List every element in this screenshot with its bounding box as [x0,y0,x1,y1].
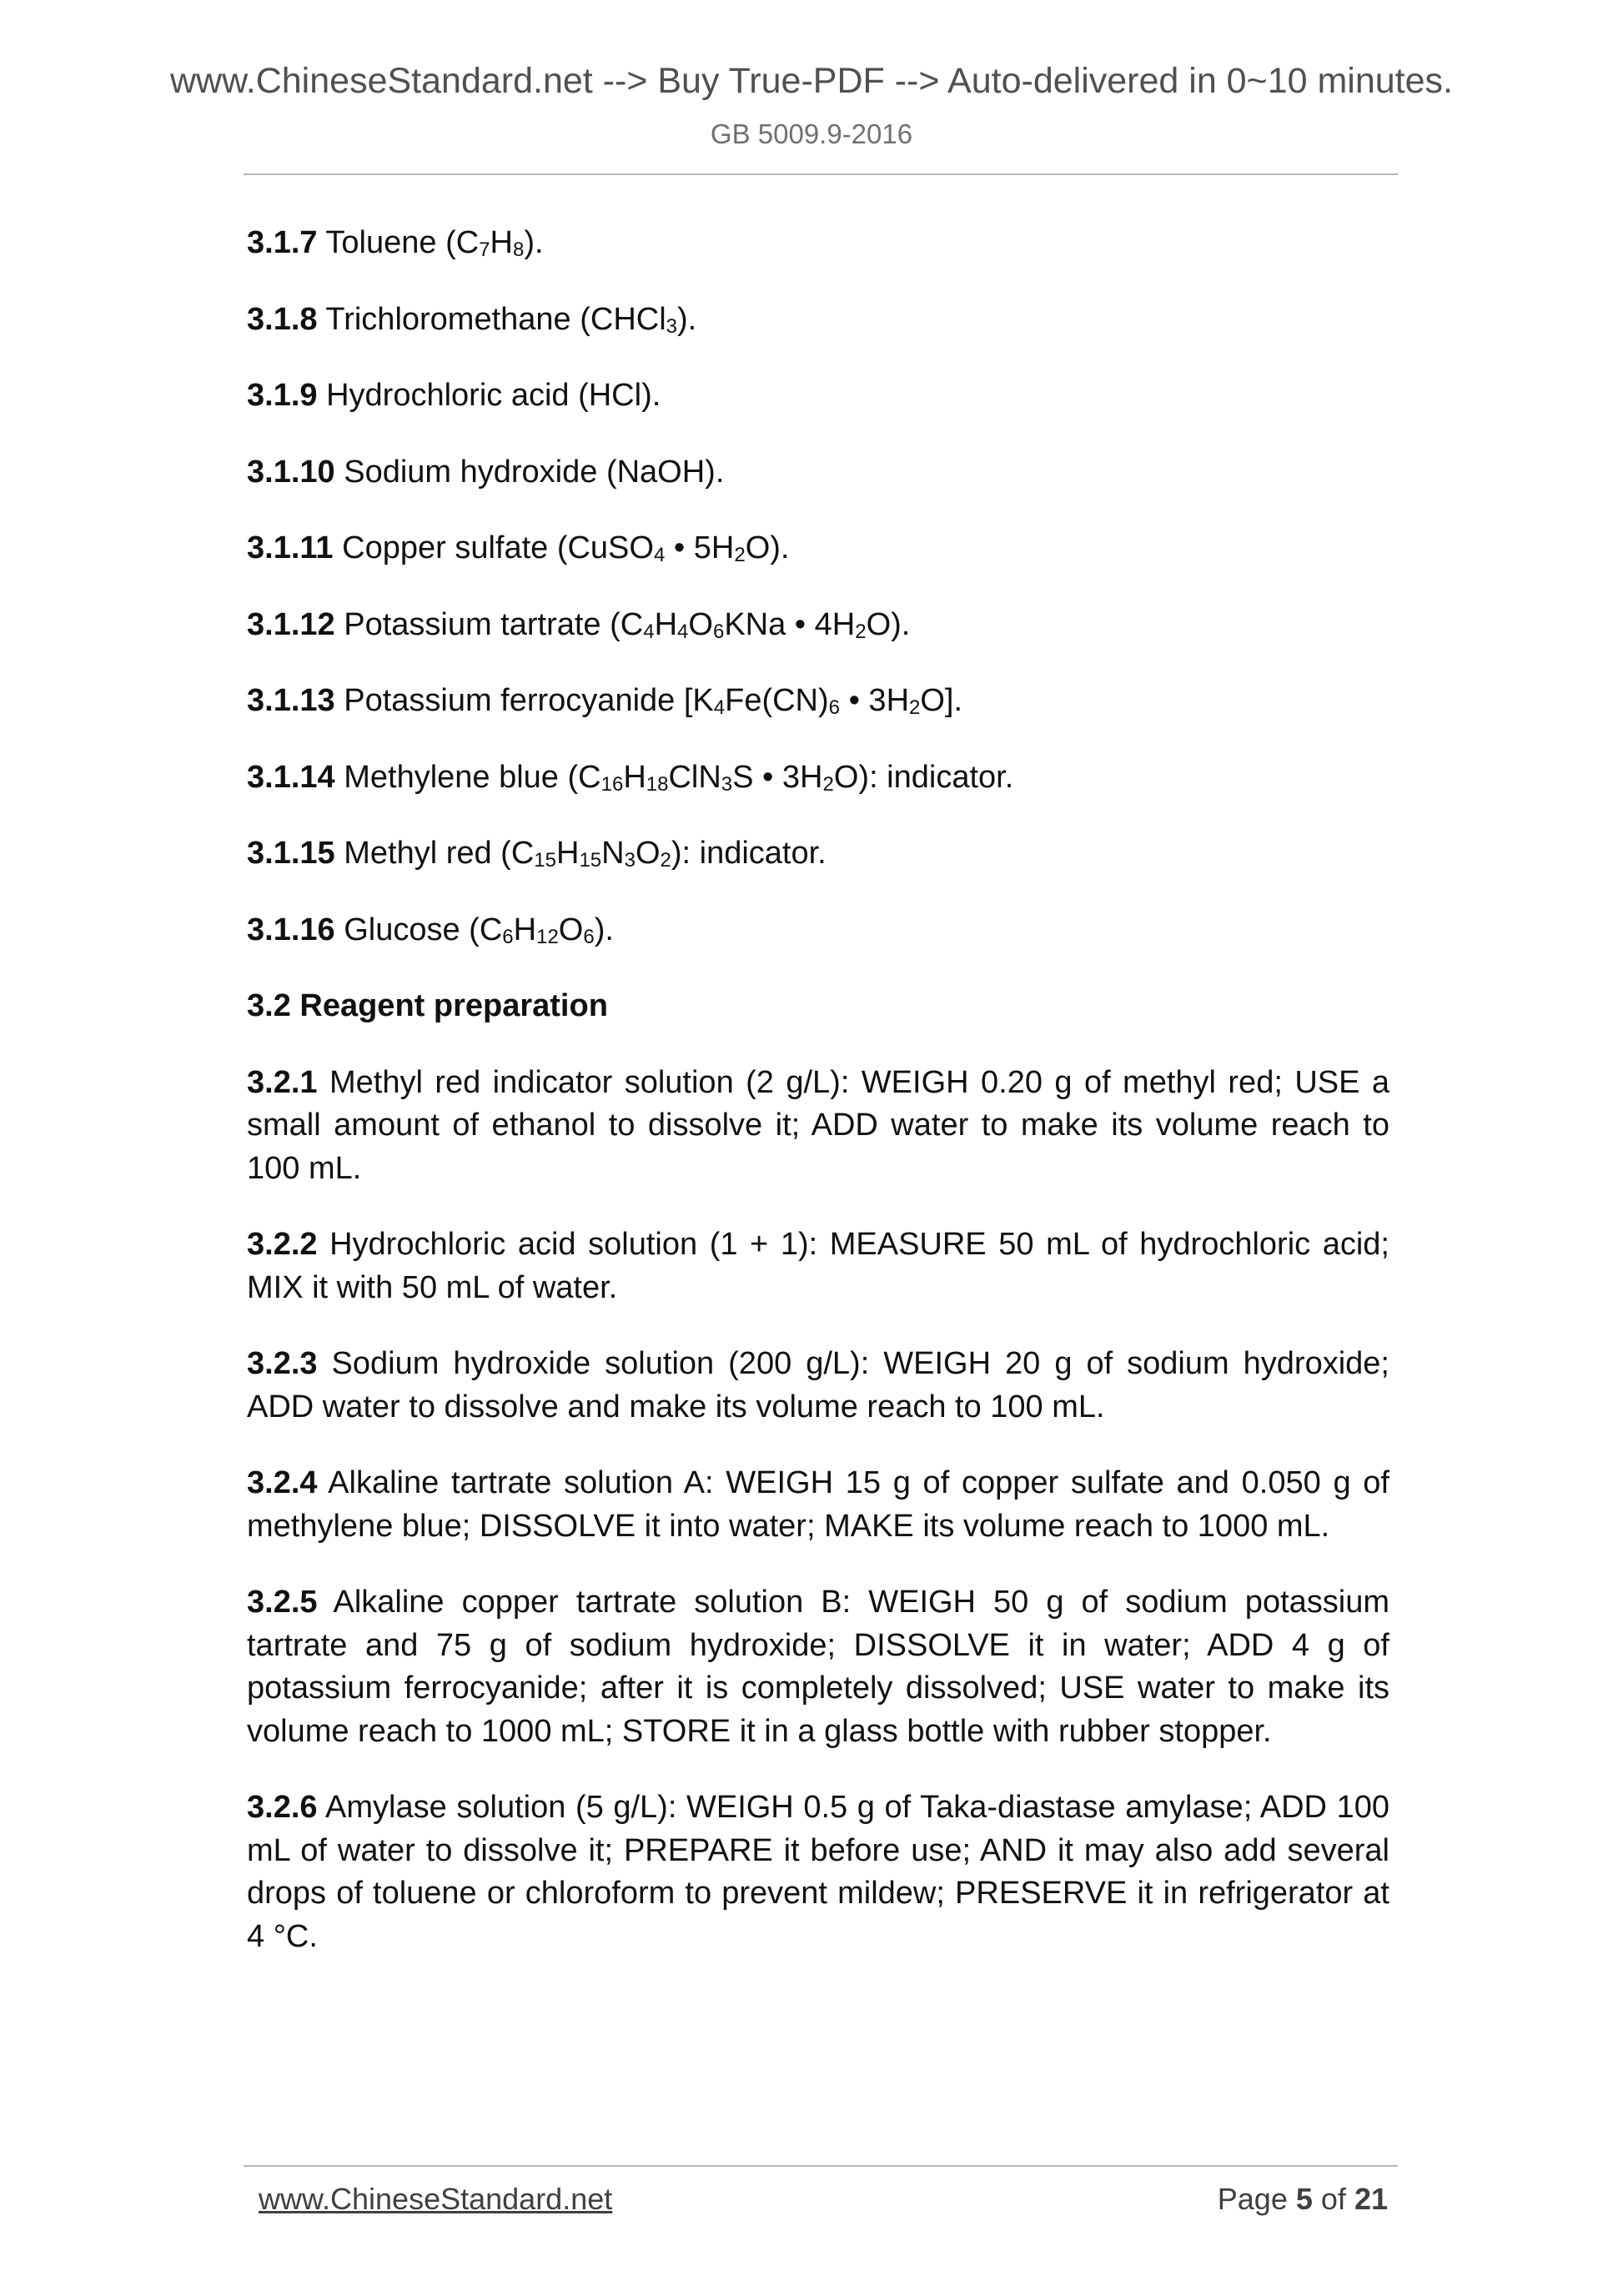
reagent-text: H [654,606,678,642]
reagent-item [247,909,1389,952]
formula-subscript: 8 [512,239,525,261]
reagent-item [247,680,1389,723]
reagent-text: H [490,225,513,260]
reagent-text: Copper sulfate (CuSO [342,530,654,565]
formula-subscript: 2 [909,696,921,719]
reagent-item [247,222,1389,265]
clause-3-2-6 [247,1786,1389,1958]
formula-subscript: 12 [536,925,559,948]
reagent-text: O): indicator. [833,759,1014,795]
formula-subscript: 6 [828,696,841,719]
reagent-text: Toluene (C [325,225,480,260]
formula-subscript: 2 [660,849,671,872]
page-current: 5 [1295,2182,1313,2216]
formula-subscript: 4 [713,696,726,719]
reagent-text: Fe(CN) [725,683,829,718]
reagent-text: O]. [920,683,963,718]
reagent-text: ). [594,912,614,947]
clause-text: Hydrochloric acid solution (1 + 1): MEASURE 50 mL of hydrochloric acid; MIX it with 50 mL of water. [247,1227,1389,1305]
header-divider [244,173,1398,175]
formula-subscript: 3 [666,314,678,338]
reagent-text: S • 3H [732,759,823,795]
clause-text: Methyl red indicator solution (2 g/L): WEIGH 0.20 g of methyl red; USE a small amount of ethanol to dissolve it; ADD water to make its volume reach to 100 mL. [247,1064,1390,1186]
header-banner: www.ChineseStandard.net --> Buy True-PDF --> Auto-delivered in 0~10 minutes. [169,61,1453,101]
clause-text: Alkaline copper tartrate solution B: WEIGH 50 g of sodium potassium tartrate and 75 g of sodium hydroxide; DISSOLVE it in water; ADD 4 g of potassium ferrocyanide; after it is completely dissolved; USE water to make its volume reach to 1000 mL; STORE it in a glass bottle with rubber stopper. [247,1585,1389,1749]
formula-subscript: 2 [734,544,746,566]
reagent-text: Trichloromethane (CHCl [325,301,666,337]
clause-number: 3.1.7 [247,225,318,260]
clause-number: 3.2.4 [247,1465,318,1500]
reagent-text: H [555,836,580,871]
clause-number: 3.1.16 [247,912,335,947]
reagent-text: Potassium tartrate (C [344,606,644,642]
reagent-text: Hydrochloric acid (HCl). [326,378,661,413]
formula-subscript: 4 [643,620,655,643]
clause-number: 3.2.1 [247,1064,318,1100]
formula-subscript: 15 [534,849,556,872]
clause-number: 3.1.12 [247,606,335,642]
reagent-text: Methyl red (C [344,836,535,871]
reagent-item [247,374,1389,418]
footer-divider [244,2165,1398,2167]
section-title: 3.2 Reagent preparation [247,988,608,1023]
clause-text: Amylase solution (5 g/L): WEIGH 0.5 g of Taka-diastase amylase; ADD 100 mL of water to dissolve it; PREPARE it before use; AND it may also add several drops of toluene or chloroform to prevent mildew; PRESERVE it in refrigerator at 4 °C. [247,1790,1389,1954]
reagent-list [247,222,1389,952]
document-body [247,222,1389,1992]
page-total: 21 [1354,2182,1388,2216]
clause-number: 3.1.15 [247,836,335,871]
formula-subscript: 3 [624,849,636,872]
reagent-text: • 5H [665,530,735,565]
reagent-text: O [688,606,713,642]
clause-number: 3.1.9 [247,378,318,413]
clause-3-2-2 [247,1223,1389,1309]
reagent-text: Sodium hydroxide (NaOH). [344,454,725,490]
formula-subscript: 2 [855,620,867,643]
reagent-text: O). [745,530,790,565]
reagent-text: ). [524,225,544,260]
reagent-text: O [635,836,661,871]
reagent-text: H [623,759,646,795]
formula-subscript: 3 [721,772,733,796]
clause-3-2-1 [247,1062,1389,1191]
formula-subscript: 15 [579,849,602,872]
clause-3-2-5 [247,1581,1389,1753]
clause-number: 3.2.6 [247,1790,318,1825]
formula-subscript: 7 [479,239,490,261]
reagent-text: ClN [668,759,721,795]
clause-number: 3.1.8 [247,301,318,337]
clause-number: 3.2.5 [247,1585,318,1620]
reagent-text: Glucose (C [344,912,503,947]
clause-number: 3.2.2 [247,1227,318,1262]
clause-text: Alkaline tartrate solution A: WEIGH 15 g of copper sulfate and 0.050 g of methylene blue; DISSOLVE it into water; MAKE its volume reach to 1000 mL. [247,1465,1389,1544]
reagent-text: Potassium ferrocyanide [K [344,683,714,718]
reagent-item [247,756,1389,800]
formula-subscript: 6 [502,925,514,948]
footer-website-link[interactable]: www.ChineseStandard.net [259,2182,613,2216]
clause-number: 3.1.14 [247,759,335,795]
reagent-text: ): indicator. [671,836,827,871]
reagent-text: ). [677,301,697,337]
clause-number: 3.1.13 [247,683,335,718]
clause-number: 3.1.11 [247,530,334,565]
reagent-item [247,451,1389,495]
reagent-item [247,527,1389,570]
formula-subscript: 6 [712,620,725,643]
reagent-text: O [558,912,584,947]
reagent-text: Methylene blue (C [344,759,601,795]
formula-subscript: 2 [822,772,834,796]
formula-subscript: 4 [677,620,689,643]
formula-subscript: 16 [600,772,624,796]
page-word: Page [1217,2182,1288,2216]
formula-subscript: 4 [653,544,666,566]
formula-subscript: 18 [646,772,669,796]
standard-code: GB 5009.9-2016 [710,118,913,149]
clause-3-2-4 [247,1462,1389,1548]
reagent-text: O). [866,606,911,642]
reagent-item [247,299,1389,342]
clause-number: 3.1.10 [247,454,335,490]
reagent-text: KNa • 4H [724,606,856,642]
reagent-item [247,832,1389,876]
clause-number: 3.2.3 [247,1346,318,1381]
clause-text: Sodium hydroxide solution (200 g/L): WEIGH 20 g of sodium hydroxide; ADD water to dissolve and make its volume reach to 100 mL. [247,1346,1389,1424]
reagent-item [247,604,1389,647]
page-of: of [1320,2182,1346,2216]
reagent-text: • 3H [840,683,910,718]
reagent-text: H [513,912,537,947]
clause-3-2-3 [247,1343,1389,1429]
page-indicator [1218,2182,1388,2217]
formula-subscript: 6 [583,925,595,948]
reagent-text: N [601,836,625,871]
